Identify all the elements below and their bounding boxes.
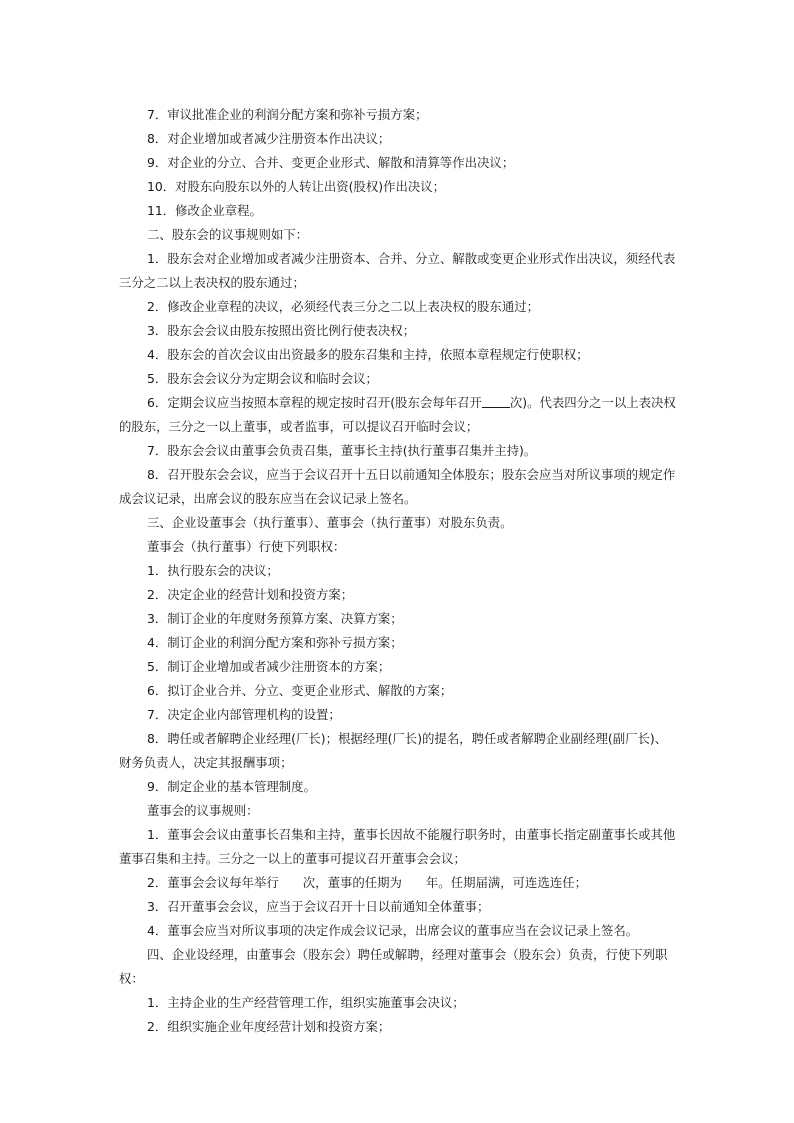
paragraph-1: 7．审议批准企业的利润分配方案和弥补亏损方案； (147, 107, 428, 122)
paragraph-11: 5．股东会会议分为定期会议和临时会议； (147, 371, 378, 386)
paragraph-12-part-a: 6．定期会议应当按照本章程的规定按时召开(股东会每年召开 (147, 395, 482, 410)
section-heading-3: 三、企业设董事会（执行董事）、董事会（执行董事）对股东负责。 (147, 515, 513, 530)
paragraph-17: 1．执行股东会的决议； (147, 563, 279, 578)
fill-in-blank (482, 395, 510, 408)
paragraph-8: 2．修改企业章程的决议，必须经代表三分之二以上表决权的股东通过； (147, 299, 539, 314)
paragraph-13: 7．股东会会议由董事会负责召集，董事长主持(执行董事召集并主持)。 (147, 443, 537, 458)
paragraph-27: 1．董事会会议由董事长召集和主持，董事长因故不能履行职务时，由董事长指定副董事长或其他董事召集和主持。三分之一以上的董事可提议召开董事会会议； (119, 827, 676, 866)
paragraph-9: 3．股东会会议由股东按照出资比例行使表决权； (147, 323, 416, 338)
paragraph-14: 8．召开股东会会议，应当于会议召开十五日以前通知全体股东；股东会应当对所议事项的规定作成会议记录，出席会议的股东应当在会议记录上签名。 (119, 467, 676, 506)
paragraph-24: 8．聘任或者解聘企业经理(厂长)；根据经理(厂长)的提名，聘任或者解聘企业副经理(副厂长)、财务负责人，决定其报酬事项； (119, 731, 668, 770)
paragraph-28-part-c: 年。任期届满，可连选连任； (425, 875, 587, 890)
paragraph-7: 1．股东会对企业增加或者减少注册资本、合并、分立、解散或变更企业形式作出决议，须经代表三分之二以上表决权的股东通过； (119, 251, 676, 290)
paragraph-23: 7．决定企业内部管理机构的设置； (147, 707, 341, 722)
paragraph-19: 3．制订企业的年度财务预算方案、决算方案； (147, 611, 403, 626)
paragraph-21: 5．制订企业增加或者减少注册资本的方案； (147, 659, 391, 674)
paragraph-20: 4．制订企业的利润分配方案和弥补亏损方案； (147, 635, 403, 650)
paragraph-5: 11．修改企业章程。 (147, 203, 262, 218)
paragraph-18: 2．决定企业的经营计划和投资方案； (147, 587, 354, 602)
paragraph-33: 2．组织实施企业年度经营计划和投资方案； (147, 1019, 391, 1034)
section-heading-2: 二、股东会的议事规则如下： (147, 227, 309, 242)
paragraph-30: 4．董事会应当对所议事项的决定作成会议记录，出席会议的董事应当在会议记录上签名。 (147, 923, 639, 938)
paragraph-16: 董事会（执行董事）行使下列职权： (147, 539, 346, 554)
paragraph-26: 董事会的议事规则： (147, 803, 259, 818)
paragraph-10: 4．股东会的首次会议由出资最多的股东召集和主持，依照本章程规定行使职权； (147, 347, 589, 362)
section-heading-4: 四、企业设经理，由董事会（股东会）聘任或解聘，经理对董事会（股东会）负责，行使下列职权： (119, 947, 668, 986)
paragraph-25: 9．制定企业的基本管理制度。 (147, 779, 316, 794)
paragraph-4: 10．对股东向股东以外的人转让出资(股权)作出决议； (147, 179, 446, 194)
paragraph-28 (119, 871, 677, 895)
paragraph-22: 6．拟订企业合并、分立、变更企业形式、解散的方案； (147, 683, 453, 698)
paragraph-12-part-b: 次)。代表四分之一以上表决权的股东，三分之一以上董事，或者监事，可以提议召开临时会议； (119, 395, 676, 434)
paragraph-32: 1．主持企业的生产经营管理工作，组织实施董事会决议； (147, 995, 465, 1010)
paragraph-29: 3．召开董事会会议，应当于会议召开十日以前通知全体董事； (147, 899, 490, 914)
paragraph-28-part-a: 2．董事会会议每年举行 (147, 875, 279, 890)
paragraph-28-part-b: 次，董事的任期为 (302, 875, 402, 890)
paragraph-2: 8．对企业增加或者减少注册资本作出决议； (147, 131, 391, 146)
paragraph-3: 9．对企业的分立、合并、变更企业形式、解散和清算等作出决议； (147, 155, 515, 170)
paragraph-12 (119, 391, 677, 439)
document-body (119, 103, 677, 1039)
